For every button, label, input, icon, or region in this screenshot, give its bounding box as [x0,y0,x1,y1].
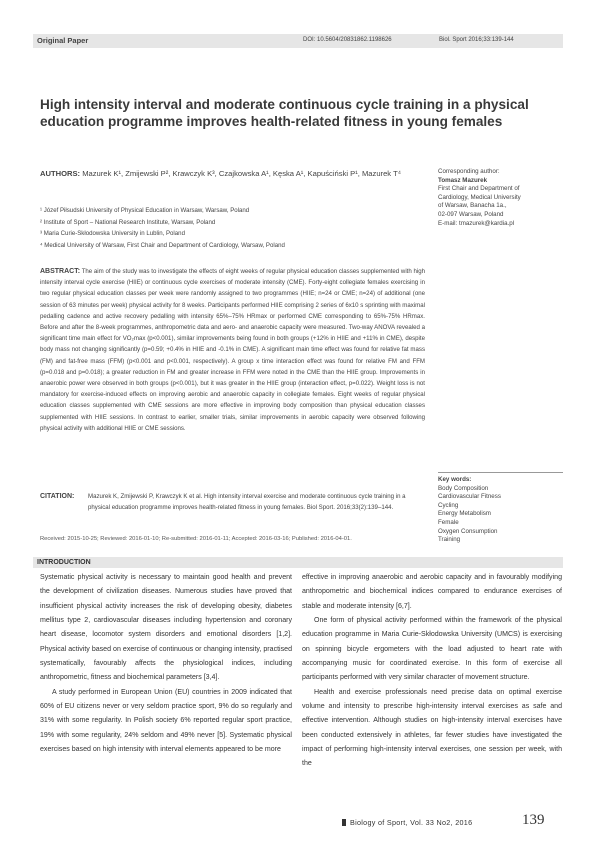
paragraph: One form of physical activity performed within the framework of the physical education programme in Maria Curie-Skłodowska University (UMCS) is exercising on spinning bicycle ergometers with the load adjusted to heart rate with accompanying music for coordinated exercise. In this form of exercise all participants performed with very similar character of movement structure. [302,617,562,682]
section-label: Original Paper [37,36,89,45]
keywords-divider [438,472,563,473]
keyword-item: Energy Metabolism [438,510,491,518]
corresponding-author [438,168,563,228]
citation-block [40,491,425,513]
authors-block [40,168,425,179]
keywords-label: Key words: [438,476,472,483]
corresponding-line: of Warsaw, Banacha 1a., [438,202,507,210]
paragraph: Systematic physical activity is necessary to maintain good health and prevent the development of civilization diseases. Numerous studies have proved that insufficient physical activity increases the risk of developing obesity, diabetes mellitus type 2, cardiovascular diseases including hypertension and coronary heart disease, locomotor system disorders and emotional disorders [1,2]. Physical activity based on exercise of continuous or changing intensity, practised systematically, favourably affects the physiological indices, including anthropometric, fitness and biochemical parameters [3,4]. [40,574,292,682]
abstract [40,266,425,434]
corresponding-line: First Chair and Department of [438,185,520,193]
footer-journal [342,818,472,827]
affiliations [40,205,425,251]
paragraph: effective in improving anaerobic and aerobic capacity and in favourably modifying anthropometric and biochemical indices compared to endurance exercises of stable and moderate intensity [6,7]. [302,574,562,610]
authors-label: AUTHORS: [40,169,81,178]
header-bar [33,34,563,48]
keyword-item: Cardiovascular Fitness [438,493,501,501]
paragraph: A study performed in European Union (EU) countries in 2009 indicated that 60% of EU citizens never or very seldom practice sport, 9% do so regularly and 31% with some regularity. In Polish society 6% reported regular sport practice, 19% with some regularity, 24% seldom and 49% never [5]. Systematic physical exercises based on high intensity with interval elements appeared to be more [40,688,292,754]
keyword-item: Body Composition [438,484,489,492]
affiliation-item: ¹ Józef Piłsudski University of Physical Education in Warsaw, Warsaw, Poland [40,207,250,214]
corresponding-name: Tomasz Mazurek [438,176,488,184]
corresponding-label: Corresponding author: [438,168,500,175]
page-number: 139 [522,812,545,828]
paragraph: Health and exercise professionals need precise data on optimal exercise volume and intensity to prescribe high-intensity interval exercises as safe and effective intervention. Although studies on high-intensity interval exercises have been conducted extensively in athletes, far fewer studies have investigated the impact of performing high-intensity interval exercises, one session per week, with the [302,688,562,768]
affiliation-item: ² Institute of Sport – National Research Institute, Warsaw, Poland [40,218,216,226]
corresponding-line: 02-097 Warsaw, Poland [438,210,504,218]
keyword-item: Female [438,518,459,526]
keywords-block [438,476,563,545]
keyword-item: Oxygen Consumption [438,527,498,535]
introduction-heading: INTRODUCTION [37,558,91,566]
abstract-text: The aim of the study was to investigate the effects of eight weeks of regular physical education classes supplemented with high intensity interval cycle exercise (HIIE) or continuous cycle exercises of moderate intensity (CME). Forty-eight collegiate females exercising in two regular physical education classes per week were randomly assigned to two programmes (HIIE; n=24 or CME; n=24) of additional (one session of 63 minutes per week) physical activity for 8 weeks. Participants performed HIIE comprising 2 series of 6x10 s sprinting with maximal pedalling cadence and active recovery pedalling with intensity 65%–75% HRmax or performed CME corresponding to 65%-75% HRmax. Before and after the 8-week programmes, anthropometric data and aero- and anaerobic capacity were measured. Two-way ANOVA revealed a significant time main effect for VO₂max (p<0.001), similar improvements being found in both groups (+12% in HIIE and +11% in CME), despite body mass not changing significantly (p=0.59; +0.4% in HIIE and -0.1% in CME). A significant main time effect was found for relative fat mass (FM) and fat-free mass (FFM) (p<0.001 and p<0.001, respectively). A group x time interaction effect was found for relative FM and FFM (p=0.018 and p=0.018); a greater reduction in FM and greater increase in FFM were noted in the CME than the HIIE group. Improvements in anaerobic power were observed in both groups (p<0.001), but it was greater in the HIIE group (interaction effect, p=0.022). Weight loss is not mandatory for exercise-induced effects on improving aerobic and anaerobic capacity in collegiate females. Eight weeks of regular physical education classes supplemented with CME sessions are more effective in improving body composition than physical education classes supplemented with HIIE sessions. In contrast to earlier, smaller trials, similar improvements in aerobic capacity were observed following physical activity with additional HIIE or CME sessions. [40,268,425,432]
footer-bar-icon [342,819,346,826]
affiliation-item: ³ Maria Curie-Skłodowska University in Lublin, Poland [40,230,185,237]
journal-reference: Biol. Sport 2016;33:139-144 [439,37,514,43]
body-column-left [40,571,292,757]
corresponding-line: Cardiology, Medical University [438,193,521,201]
authors-list: Mazurek K¹, Zmijewski P², Krawczyk K³, Czajkowska A¹, Kęska A¹, Kapuściński P¹, Mazurek T⁴ [82,169,401,178]
received-dates: Received: 2015-10-25; Reviewed: 2016-01-10; Re-submitted: 2016-01-11; Accepted: 2016-03-16; Published: 2016-04-01. [40,536,352,542]
body-column-right [302,571,562,772]
affiliation-item: ⁴ Medical University of Warsaw, First Chair and Department of Cardiology, Warsaw, Poland [40,241,285,249]
keyword-item: Training [438,536,461,544]
citation-label: CITATION: [40,493,75,500]
keyword-item: Cycling [438,501,459,509]
doi-text[interactable]: DOI: 10.5604/20831862.1198626 [303,37,392,43]
abstract-label: ABSTRACT: [40,268,81,275]
article-title: High intensity interval and moderate continuous cycle training in a physical education programme improves health-related fitness in young females [40,97,529,129]
corresponding-email[interactable]: E-mail: tmazurek@kardia.pl [438,219,515,227]
section-heading-bar [33,557,563,568]
footer-journal-text: Biology of Sport, Vol. 33 No2, 2016 [350,818,473,827]
citation-text: Mazurek K, Zmijewski P, Krawczyk K et al. High intensity interval exercise and moderate continuous cycle training in a physical education programme improves health-related fitness in young females. Biol Sport. 2016;33(2):139–144. [88,493,406,512]
